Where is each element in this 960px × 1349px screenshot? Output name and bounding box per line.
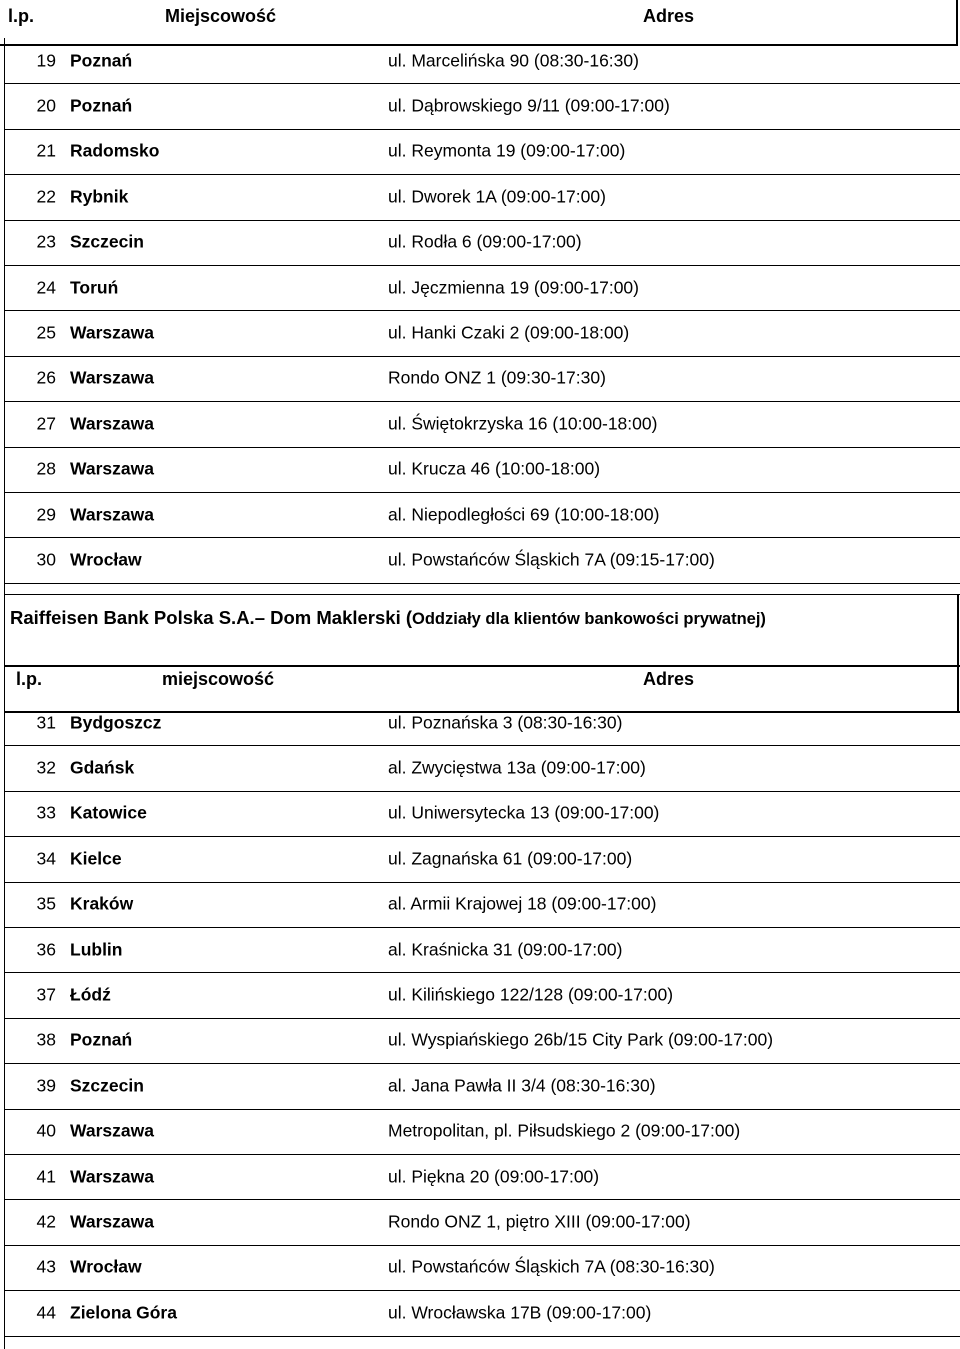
header-city: Miejscowość bbox=[165, 6, 277, 26]
table-row bbox=[0, 1154, 960, 1199]
row-city: Warszawa bbox=[70, 1166, 154, 1186]
row-address: ul. Dworek 1A (09:00-17:00) bbox=[388, 186, 606, 207]
row-number: 26 bbox=[36, 367, 56, 388]
table-row bbox=[0, 537, 960, 582]
row-city: Zielona Góra bbox=[70, 1302, 177, 1323]
table1-left-border bbox=[4, 38, 5, 594]
section2-title-bottom-border bbox=[4, 665, 960, 667]
row-city: Szczecin bbox=[70, 1075, 144, 1096]
row-city: Kraków bbox=[70, 893, 134, 914]
row-divider bbox=[4, 1336, 960, 1337]
table-row bbox=[0, 882, 960, 927]
table-row bbox=[0, 38, 960, 83]
row-number: 20 bbox=[36, 95, 56, 116]
header-address: Adres bbox=[643, 6, 695, 26]
row-number: 27 bbox=[36, 413, 56, 434]
row-address: ul. Dąbrowskiego 9/11 (09:00-17:00) bbox=[388, 95, 670, 116]
table-row bbox=[0, 1290, 960, 1335]
row-city: Warszawa bbox=[70, 1211, 154, 1232]
row-address: ul. Piękna 20 (09:00-17:00) bbox=[388, 1166, 600, 1186]
header2-city: miejscowość bbox=[162, 669, 275, 689]
row-city: Wrocław bbox=[70, 549, 142, 570]
row-address: ul. Poznańska 3 (08:30-16:30) bbox=[388, 712, 623, 732]
row-address: Rondo ONZ 1 (09:30-17:30) bbox=[388, 367, 606, 388]
row-number: 43 bbox=[36, 1256, 56, 1277]
row-address: ul. Powstańców Śląskich 7A (09:15-17:00) bbox=[388, 549, 715, 570]
row-city: Warszawa bbox=[70, 413, 154, 434]
table-row bbox=[0, 220, 960, 265]
row-address: ul. Reymonta 19 (09:00-17:00) bbox=[388, 140, 626, 161]
row-number: 41 bbox=[36, 1166, 56, 1186]
table-row bbox=[0, 265, 960, 310]
row-address: al. Kraśnicka 31 (09:00-17:00) bbox=[388, 939, 623, 959]
table-row bbox=[0, 174, 960, 219]
row-address: al. Armii Krajowej 18 (09:00-17:00) bbox=[388, 893, 657, 914]
table-row bbox=[0, 745, 960, 790]
table-row bbox=[0, 1199, 960, 1244]
row-number: 33 bbox=[36, 802, 56, 823]
row-address: Rondo ONZ 1, piętro XIII (09:00-17:00) bbox=[388, 1211, 691, 1232]
section2-title-main: Raiffeisen Bank Polska S.A.– Dom Maklerski ( bbox=[10, 607, 413, 628]
table-row bbox=[0, 83, 960, 128]
row-address: ul. Hanki Czaki 2 (09:00-18:00) bbox=[388, 322, 630, 343]
row-number: 40 bbox=[36, 1120, 56, 1141]
row-city: Poznań bbox=[70, 95, 133, 116]
row-city: Szczecin bbox=[70, 231, 144, 252]
row-number: 34 bbox=[36, 848, 56, 869]
row-number: 24 bbox=[36, 277, 56, 297]
row-address: ul. Jęczmienna 19 (09:00-17:00) bbox=[388, 277, 639, 297]
table-row bbox=[0, 1109, 960, 1154]
row-city: Rybnik bbox=[70, 186, 129, 207]
row-number: 39 bbox=[36, 1075, 56, 1096]
table-row bbox=[0, 791, 960, 836]
table-row bbox=[0, 129, 960, 174]
row-city: Poznań bbox=[70, 1029, 133, 1050]
row-number: 28 bbox=[36, 458, 56, 479]
section2-top-border bbox=[4, 594, 960, 595]
row-address: al. Jana Pawła II 3/4 (08:30-16:30) bbox=[388, 1075, 656, 1096]
table-row bbox=[0, 972, 960, 1017]
row-address: ul. Wyspiańskiego 26b/15 City Park (09:00-17:00) bbox=[388, 1029, 774, 1050]
row-number: 38 bbox=[36, 1029, 56, 1050]
row-number: 44 bbox=[36, 1302, 56, 1323]
table-row bbox=[0, 492, 960, 537]
row-address: ul. Wrocławska 17B (09:00-17:00) bbox=[388, 1302, 652, 1323]
row-number: 21 bbox=[36, 140, 56, 161]
table-row bbox=[0, 836, 960, 881]
table-row bbox=[0, 700, 960, 745]
table-row bbox=[0, 1018, 960, 1063]
row-address: ul. Marcelińska 90 (08:30-16:30) bbox=[388, 50, 639, 70]
row-number: 35 bbox=[36, 893, 56, 914]
row-city: Lublin bbox=[70, 939, 123, 959]
row-number: 25 bbox=[36, 322, 56, 343]
row-address: ul. Zagnańska 61 (09:00-17:00) bbox=[388, 848, 633, 869]
section2-title bbox=[10, 607, 766, 629]
row-address: al. Niepodległości 69 (10:00-18:00) bbox=[388, 504, 660, 524]
row-city: Łódź bbox=[70, 984, 111, 1005]
row-address: ul. Powstańców Śląskich 7A (08:30-16:30) bbox=[388, 1256, 715, 1277]
header-lp: l.p. bbox=[8, 6, 34, 26]
section2-title-sub: Oddziały dla klientów bankowości prywatnej) bbox=[412, 610, 766, 628]
header2-address: Adres bbox=[643, 669, 695, 689]
table2-left-border bbox=[4, 594, 5, 1349]
row-address: Metropolitan, pl. Piłsudskiego 2 (09:00-17:00) bbox=[388, 1120, 741, 1141]
row-address: ul. Świętokrzyska 16 (10:00-18:00) bbox=[388, 413, 658, 434]
section2-right-border bbox=[957, 594, 959, 712]
table-row bbox=[0, 1063, 960, 1108]
header2-lp: l.p. bbox=[16, 669, 42, 689]
table-row bbox=[0, 401, 960, 446]
row-number: 42 bbox=[36, 1211, 56, 1232]
row-city: Warszawa bbox=[70, 367, 154, 388]
row-number: 30 bbox=[36, 549, 56, 570]
row-city: Bydgoszcz bbox=[70, 712, 162, 732]
row-city: Warszawa bbox=[70, 322, 154, 343]
row-city: Kielce bbox=[70, 848, 122, 869]
row-city: Katowice bbox=[70, 802, 147, 823]
row-number: 19 bbox=[36, 50, 56, 70]
table1-right-border-top bbox=[956, 0, 958, 46]
row-city: Wrocław bbox=[70, 1256, 142, 1277]
row-address: al. Zwycięstwa 13a (09:00-17:00) bbox=[388, 757, 646, 778]
table-row bbox=[0, 927, 960, 972]
row-address: ul. Uniwersytecka 13 (09:00-17:00) bbox=[388, 802, 660, 823]
row-number: 31 bbox=[36, 712, 56, 732]
row-address: ul. Krucza 46 (10:00-18:00) bbox=[388, 458, 601, 479]
row-number: 37 bbox=[36, 984, 56, 1005]
row-city: Warszawa bbox=[70, 504, 154, 524]
table-row bbox=[0, 356, 960, 401]
row-divider bbox=[4, 583, 960, 584]
row-number: 23 bbox=[36, 231, 56, 252]
table-row bbox=[0, 1245, 960, 1290]
table-row bbox=[0, 310, 960, 355]
row-city: Gdańsk bbox=[70, 757, 135, 778]
row-number: 29 bbox=[36, 504, 56, 524]
row-number: 22 bbox=[36, 186, 56, 207]
row-address: ul. Kilińskiego 122/128 (09:00-17:00) bbox=[388, 984, 674, 1005]
row-number: 36 bbox=[36, 939, 56, 959]
table-row bbox=[0, 447, 960, 492]
row-city: Toruń bbox=[70, 277, 119, 297]
row-number: 32 bbox=[36, 757, 56, 778]
row-city: Warszawa bbox=[70, 458, 154, 479]
row-city: Radomsko bbox=[70, 140, 160, 161]
row-address: ul. Rodła 6 (09:00-17:00) bbox=[388, 231, 582, 252]
row-city: Warszawa bbox=[70, 1120, 154, 1141]
row-city: Poznań bbox=[70, 50, 133, 70]
